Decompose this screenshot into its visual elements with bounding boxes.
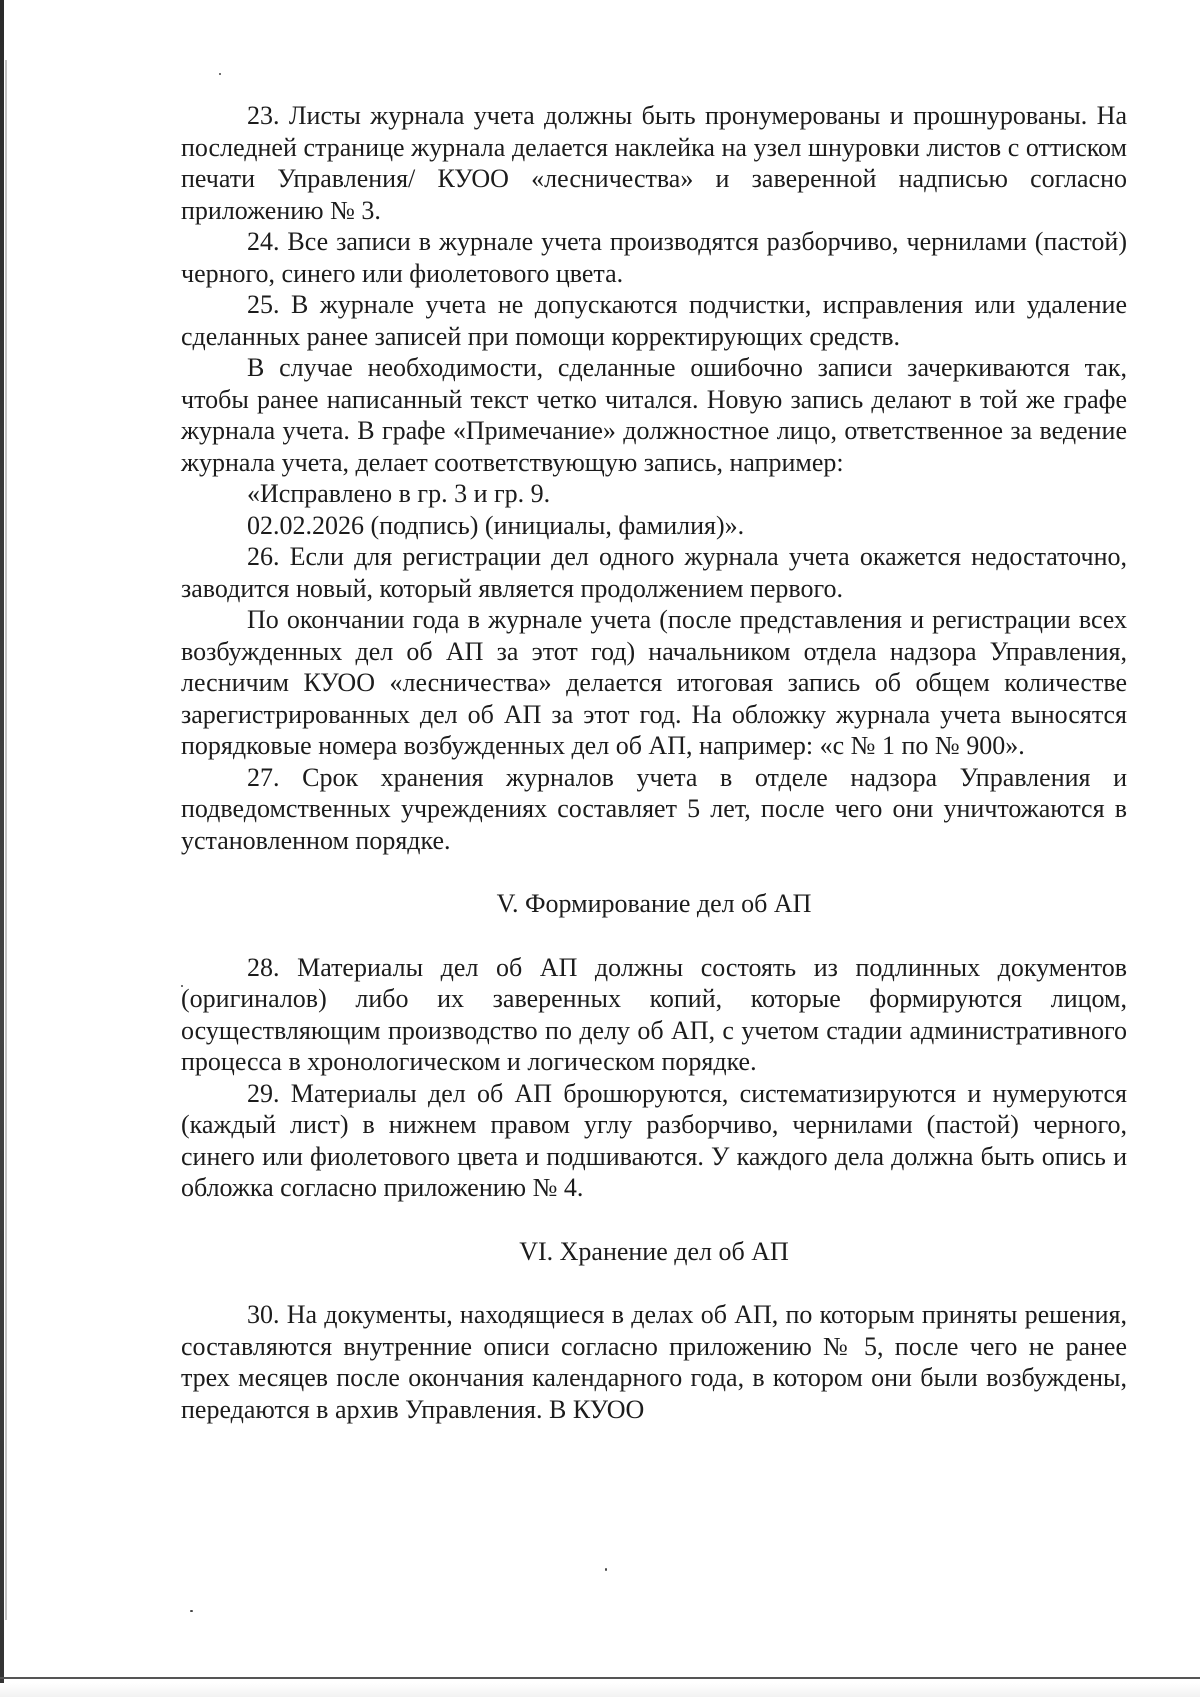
paragraph-24: 24. Все записи в журнале учета производятся разборчиво, чернилами (пастой) черного, синего или фиолетового цвета. xyxy=(181,227,1127,288)
document-page xyxy=(181,100,1127,1425)
scan-speck xyxy=(219,73,221,75)
paragraph-30: 30. На документы, находящиеся в делах об АП, по которым приняты решения, составляются внутренние описи согласно приложению № 5, после чего не ранее трех месяцев после окончания календарного года, в котором они были возбуждены, передаются в архив Управления. В КУОО xyxy=(181,1300,1127,1424)
paragraph-year-end-record: По окончании года в журнале учета (после представления и регистрации всех возбужденных дел об АП за этот год) начальником отдела надзора Управления, лесничим КУОО «лесничества» делается итоговая запись об общем количестве зарегистрированных дел об АП за этот год. На обложку журнала учета выносятся порядковые номера возбужденных дел об АП, например: «с № 1 по № 900». xyxy=(181,605,1127,760)
paragraph-26: 26. Если для регистрации дел одного журнала учета окажется недостаточно, заводится новый, который является продолжением первого. xyxy=(181,542,1127,603)
scan-speck xyxy=(190,1610,193,1612)
paragraph-example-line-2: 02.02.2026 (подпись) (инициалы, фамилия)». xyxy=(247,510,745,540)
scan-bottom-shadow xyxy=(0,1683,1200,1697)
paragraph-29: 29. Материалы дел об АП брошюруются, систематизируются и нумеруются (каждый лист) в нижнем правом углу разборчиво, чернилами (пастой) черного, синего или фиолетового цвета и подшиваются. У каждого дела должна быть опись и обложка согласно приложению № 4. xyxy=(181,1078,1127,1202)
paragraph-27: 27. Срок хранения журналов учета в отделе надзора Управления и подведомственных учреждениях составляет 5 лет, после чего они уничтожаются в установленном порядке. xyxy=(181,762,1127,855)
scan-left-edge xyxy=(0,0,4,1697)
section-heading-5: V. Формирование дел об АП xyxy=(496,889,812,918)
paragraph-25: 25. В журнале учета не допускаются подчистки, исправления или удаление сделанных ранее записей при помощи корректирующих средств. xyxy=(181,290,1127,351)
section-heading-6: VI. Хранение дел об АП xyxy=(519,1236,789,1266)
paragraph-correction-rules: В случае необходимости, сделанные ошибочно записи зачеркиваются так, чтобы ранее написанный текст четко читался. Новую запись делают в той же графе журнала учета. В графе «Примечание» должностное лицо, ответственное за ведение журнала учета, делает соответствующую запись, например: xyxy=(181,353,1127,477)
paragraph-example-line-1: «Исправлено в гр. 3 и гр. 9. xyxy=(247,479,551,508)
scan-bottom-edge xyxy=(0,1677,1200,1679)
paragraph-23: 23. Листы журнала учета должны быть пронумерованы и прошнурованы. На последней странице журнала делается наклейка на узел шнуровки листов с оттиском печати Управления/ КУОО «лесничества» и заверенной надписью согласно приложению № 3. xyxy=(181,101,1127,225)
scan-speck xyxy=(605,1568,607,1571)
scan-left-edge-shadow xyxy=(5,60,7,1620)
paragraph-28: 28. Материалы дел об АП должны состоять из подлинных документов (оригиналов) либо их заверенных копий, которые формируются лицом, осуществляющим производство по делу об АП, с учетом стадии административного процесса в хронологическом и логическом порядке. xyxy=(181,952,1127,1076)
